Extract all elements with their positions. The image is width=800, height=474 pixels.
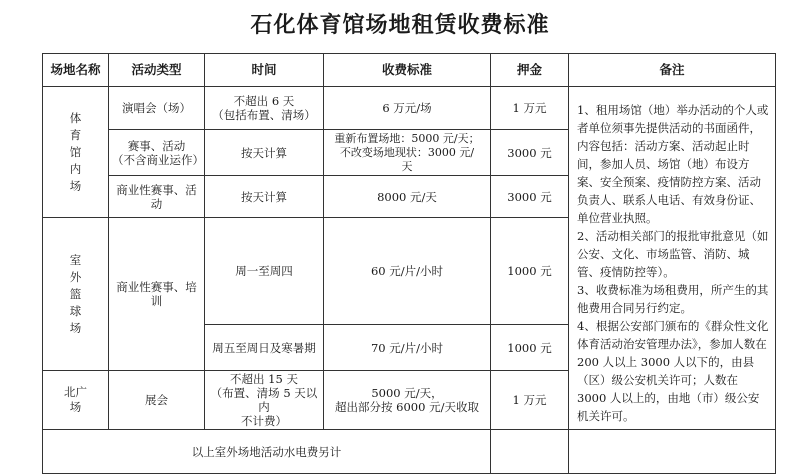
header-remarks: 备注 — [569, 54, 776, 87]
cell-time: 按天计算 — [205, 176, 324, 218]
header-fee: 收费标准 — [324, 54, 491, 87]
footer-row — [43, 430, 776, 474]
header-row — [43, 54, 776, 87]
fee-table — [42, 53, 776, 474]
cell-deposit: 3000 元 — [491, 130, 569, 176]
cell-fee: 8000 元/天 — [324, 176, 491, 218]
remark-item: 1、租用场馆（地）举办活动的个人或者单位须事先提供活动的书面函件，内容包括：活动方案、活动起止时间，参加人员、场馆（地）布设方案、安全预案、疫情防控方案、活动负责人、联系人电话、有效身份证、单位营业执照。 — [577, 103, 769, 225]
cell-deposit: 1000 元 — [491, 325, 569, 371]
cell-deposit: 1000 元 — [491, 218, 569, 325]
cell-time: 周五至周日及寒暑期 — [205, 325, 324, 371]
header-deposit: 押金 — [491, 54, 569, 87]
header-time: 时间 — [205, 54, 324, 87]
cell-fee: 5000 元/天， 超出部分按 6000 元/天收取 — [324, 371, 491, 430]
cell-activity: 商业性赛事、活动 — [109, 176, 205, 218]
footer-empty — [569, 430, 776, 474]
header-venue: 场地名称 — [43, 54, 109, 87]
remark-item: 2、活动相关部门的报批审批意见（如公安、文化、市场监管、消防、城管、疫情防控等）。 — [577, 229, 769, 279]
remark-item: 4、根据公安部门颁布的《群众性文化体育活动治安管理办法》，参加人数在 200 人以上 3000 人以下的，由县（区）级公安机关许可；人数在 3000 人以上的，由地（市）级公安机关许可。 — [577, 319, 769, 423]
remarks-cell — [569, 87, 776, 430]
page-title: 石化体育馆场地租赁收费标准 — [250, 12, 550, 38]
venue-court: 室外篮球场 — [43, 218, 109, 371]
cell-activity: 商业性赛事、培训 — [109, 218, 205, 371]
venue-gym: 体育馆内场 — [43, 87, 109, 218]
cell-time: 不超出 15 天 （布置、清场 5 天以内 不计费） — [205, 371, 324, 430]
cell-deposit: 1 万元 — [491, 87, 569, 130]
cell-time: 不超出 6 天 （包括布置、清场） — [205, 87, 324, 130]
cell-deposit: 3000 元 — [491, 176, 569, 218]
remark-item: 3、收费标准为场租费用，所产生的其他费用合同另行约定。 — [577, 283, 769, 315]
cell-fee: 60 元/片/小时 — [324, 218, 491, 325]
footer-note: 以上室外场地活动水电费另计 — [43, 430, 491, 474]
cell-activity: 赛事、活动 （不含商业运作） — [109, 130, 205, 176]
cell-activity: 演唱会（场） — [109, 87, 205, 130]
cell-activity: 展会 — [109, 371, 205, 430]
cell-deposit: 1 万元 — [491, 371, 569, 430]
footer-empty — [491, 430, 569, 474]
cell-fee: 重新布置场地：5000 元/天； 不改变场地现状：3000 元/ 天 — [324, 130, 491, 176]
table-row — [43, 87, 776, 130]
header-activity: 活动类型 — [109, 54, 205, 87]
cell-time: 按天计算 — [205, 130, 324, 176]
venue-plaza: 北广场 — [43, 371, 109, 430]
cell-fee: 70 元/片/小时 — [324, 325, 491, 371]
cell-time: 周一至周四 — [205, 218, 324, 325]
cell-fee: 6 万元/场 — [324, 87, 491, 130]
